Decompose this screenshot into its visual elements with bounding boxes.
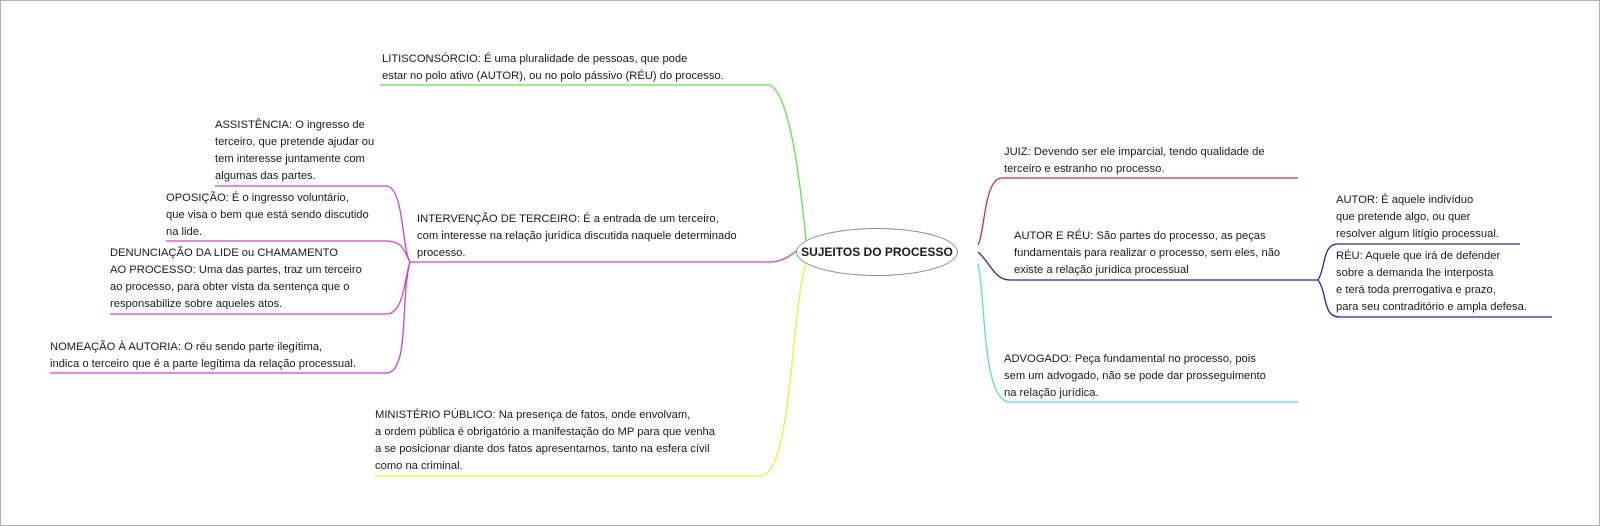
node-intervencao-line: com interesse na relação jurídica discutida naquele determinado [417,230,737,242]
node-litisconsorcio[interactable] [382,51,724,85]
node-ministerio-line: MINISTÉRIO PÚBLICO: Na presença de fatos, onde envolvam, [375,409,691,421]
node-autor-line: que pretende algo, ou quer [1336,211,1471,223]
node-juiz-line: terceiro e estranho no processo. [1004,163,1165,175]
node-denunciacao-line: DENUNCIAÇÃO DA LIDE ou CHAMAMENTO [110,247,338,259]
central-topic-label: SUJEITOS DO PROCESSO [801,245,953,259]
node-juiz[interactable] [1004,144,1265,178]
node-denunciacao-line: responsabilize sobre aqueles atos. [110,298,283,310]
node-advogado-line: na relação jurídica. [1004,387,1099,399]
node-assistencia[interactable] [215,117,374,185]
node-litisconsorcio-line: estar no polo ativo (AUTOR), ou no polo pássivo (RÉU) do processo. [382,70,724,82]
node-ministerio-line: como na criminal. [375,460,463,472]
node-advogado-line: ADVOGADO: Peça fundamental no processo, pois [1004,353,1256,365]
node-intervencao-line: INTERVENÇÃO DE TERCEIRO: É a entrada de um terceiro, [417,213,719,225]
node-nomeacao-autoria[interactable] [50,339,356,373]
node-oposicao-line: na lide. [166,226,203,238]
node-autor-reu-line: AUTOR E RÉU: São partes do processo, as peças [1014,230,1266,242]
node-litisconsorcio-line: LITISCONSÓRCIO: É uma pluralidade de pessoas, que pode [382,53,688,65]
node-ministerio-line: a ordem pública é obrigatório a manifestação do MP para que venha [375,426,715,438]
node-advogado[interactable] [1004,351,1266,402]
node-juiz-line: JUIZ: Devendo ser ele imparcial, tendo qualidade de [1004,146,1265,158]
node-autor-reu-line: fundamentais para realizar o processo, sem eles, não [1014,247,1281,259]
node-oposicao-line: OPOSIÇÃO: É o ingresso voluntário, [166,192,349,204]
node-denunciacao-line: AO PROCESSO: Uma das partes, traz um terceiro [110,264,362,276]
node-assistencia-line: algumas das partes. [215,170,316,182]
node-ministerio-line: a se posicionar diante dos fatos apresentamos, tanto na esfera cívil [375,443,710,455]
node-intervencao-terceiro[interactable] [417,211,737,262]
node-autor[interactable] [1336,192,1499,243]
node-assistencia-line: tem interesse juntamente com [215,153,365,165]
node-nomeacao-line: indica o terceiro que é a parte legítima da relação processual. [50,358,356,370]
node-advogado-line: sem um advogado, não se pode dar prosseguimento [1004,370,1266,382]
node-reu-line: RÉU: Aquele que irá de defender [1336,250,1501,262]
node-assistencia-line: terceiro, que pretende ajudar ou [215,136,375,148]
node-denunciacao-lide[interactable] [110,245,362,313]
node-autor-line: resolver algum litígio processual. [1336,228,1499,240]
node-reu-line: para seu contraditório e ampla defesa. [1336,301,1527,313]
node-intervencao-line: processo. [417,247,466,259]
node-assistencia-line: ASSISTÊNCIA: O ingresso de [215,119,365,131]
node-oposicao-line: que visa o bem que está sendo discutido [166,209,369,221]
node-denunciacao-line: ao processo, para obter vista da sentença que o [110,281,350,293]
node-ministerio-publico[interactable] [375,407,715,475]
node-reu-line: sobre a demanda lhe interposta [1336,267,1494,279]
node-oposicao[interactable] [166,190,369,241]
node-reu[interactable] [1336,248,1527,316]
node-autor-line: AUTOR: É aquele indivíduo [1336,194,1474,206]
node-reu-line: e terá toda prerrogativa e prazo, [1336,284,1496,296]
node-autor-reu-line: existe a relação jurídica processual [1014,264,1189,276]
node-autor-e-reu[interactable] [1014,228,1280,279]
node-nomeacao-line: NOMEAÇÃO À AUTORIA: O réu sendo parte ilegítima, [50,341,323,353]
central-topic[interactable] [796,228,958,276]
